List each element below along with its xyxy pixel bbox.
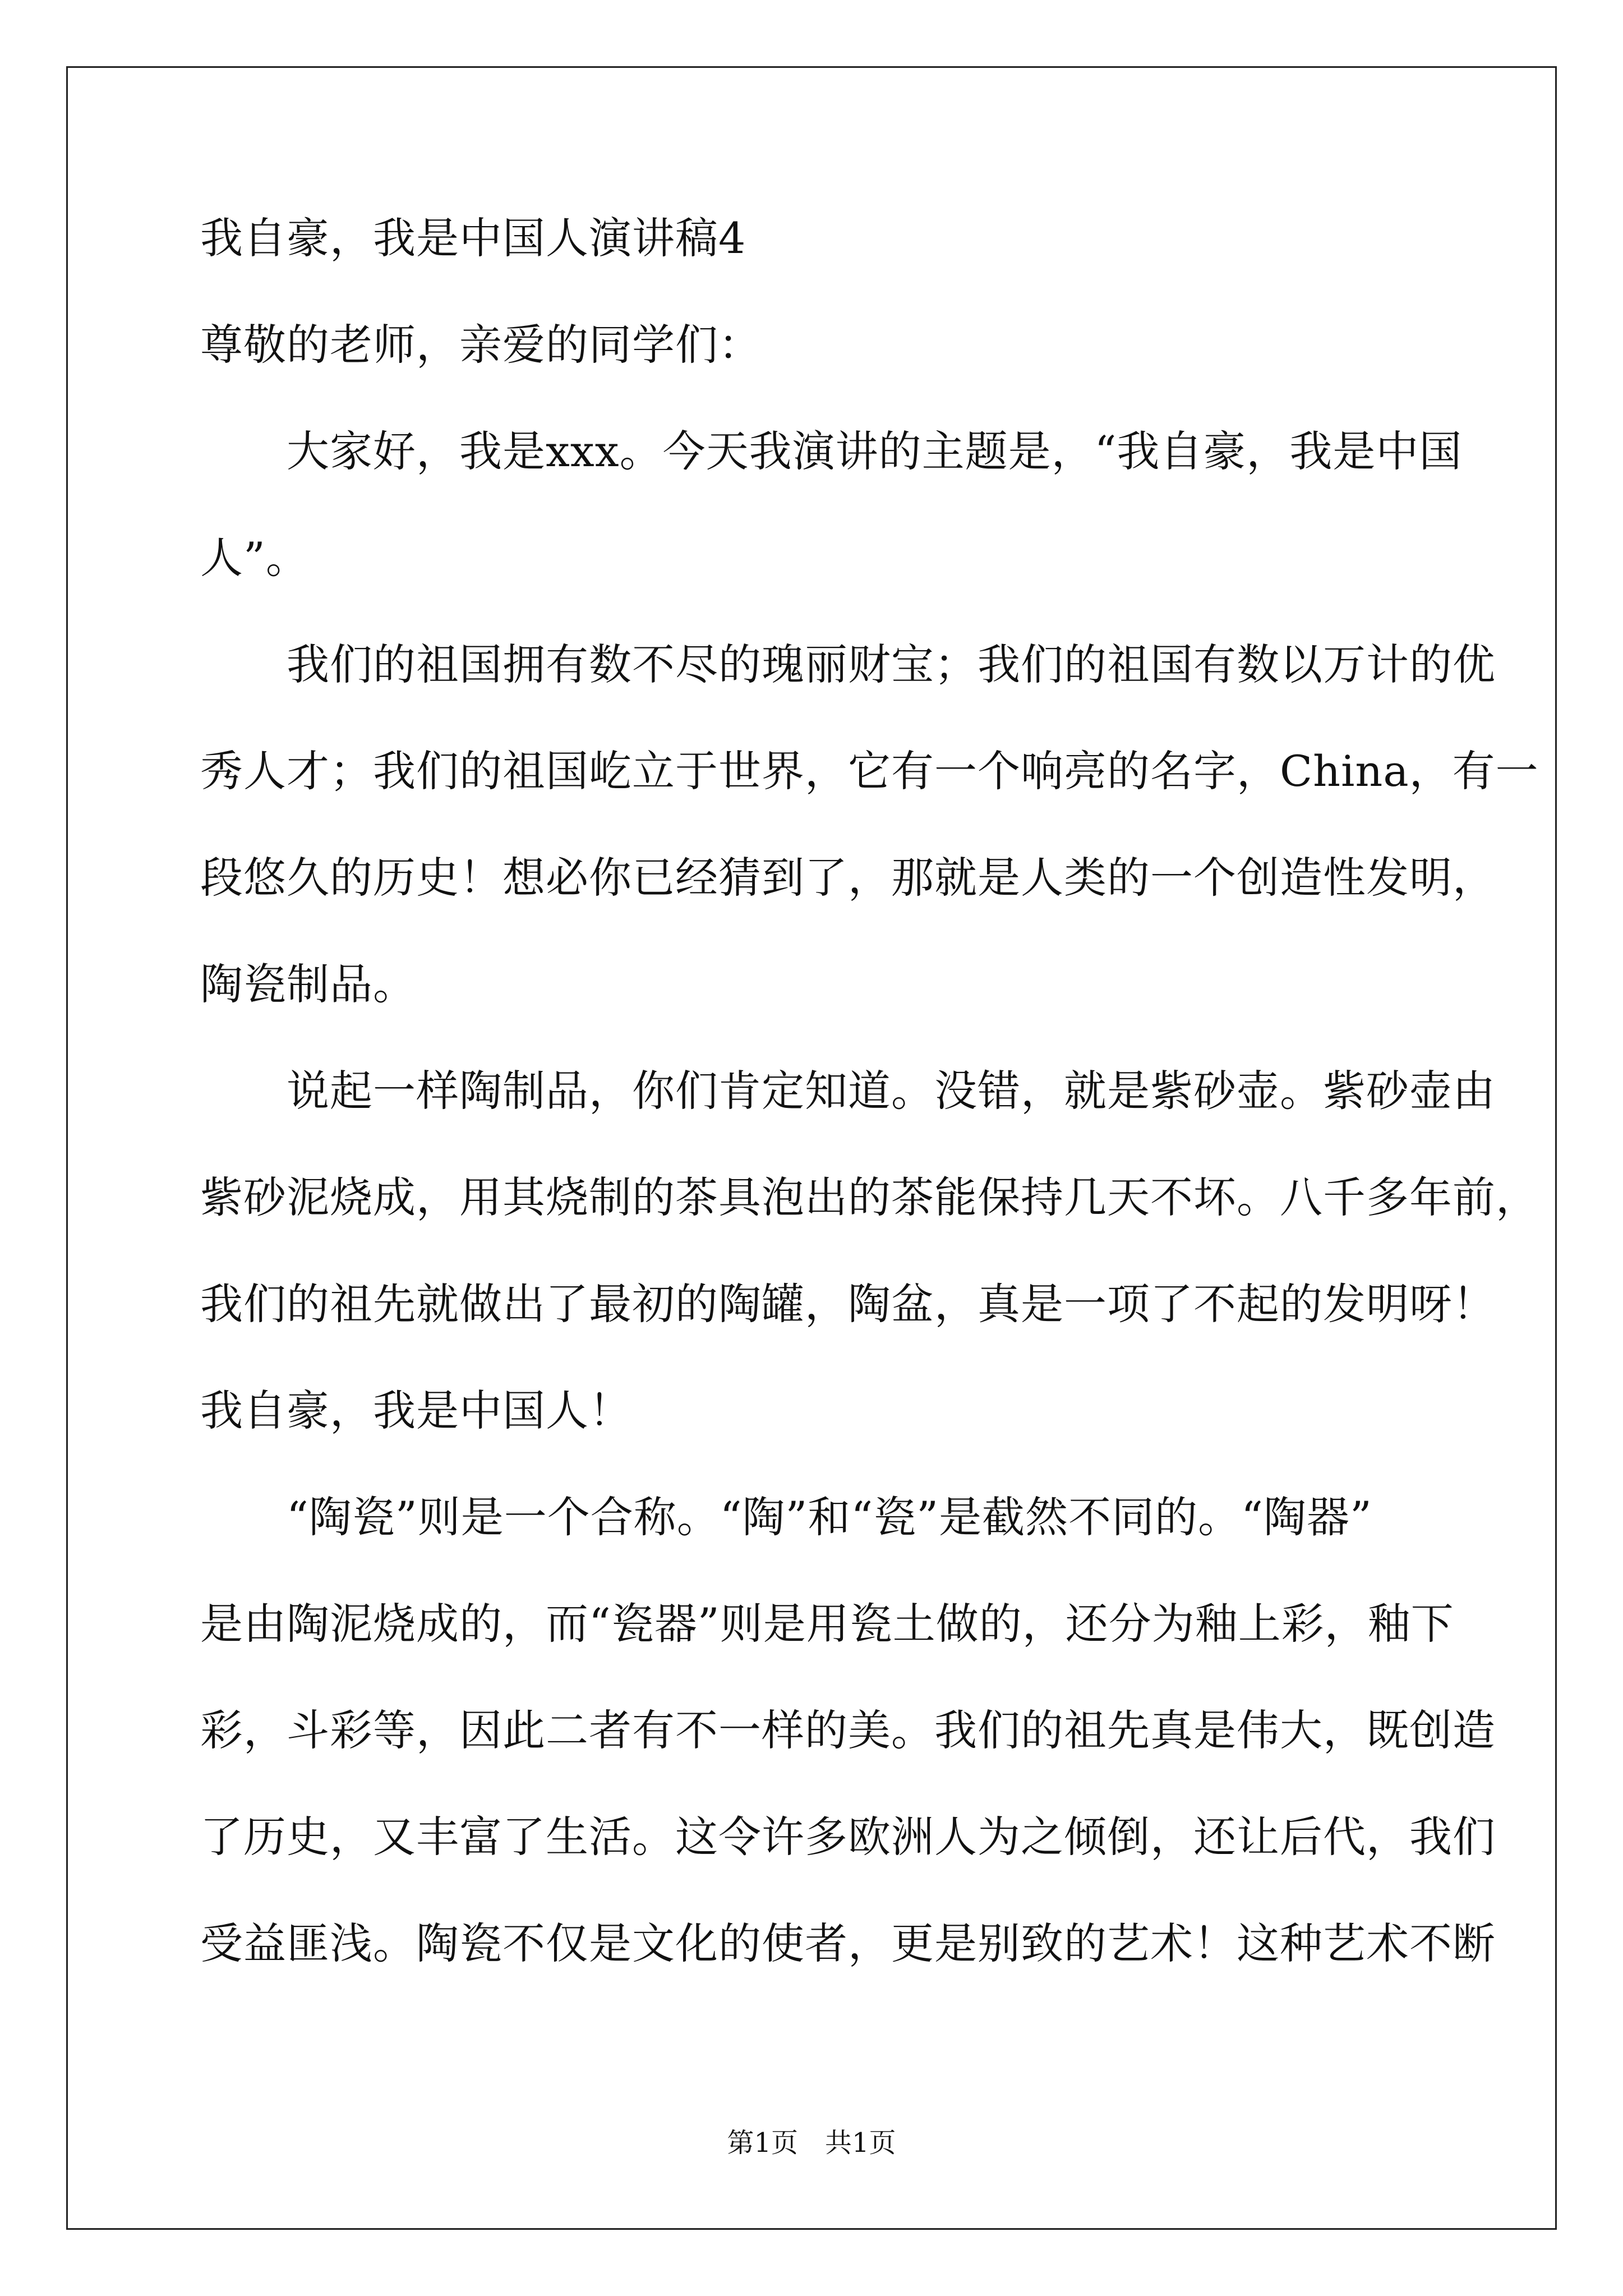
paragraph-line: 我们的祖国拥有数不尽的瑰丽财宝；我们的祖国有数以万计的优 [200,639,1496,689]
paragraph-line: 大家好，我是xxx。今天我演讲的主题是，“我自豪，我是中国 [200,426,1463,476]
paragraph-line: 说起一样陶制品，你们肯定知道。没错，就是紫砂壶。紫砂壶由 [200,1066,1496,1116]
paragraph-line: 人”。 [200,533,309,583]
paragraph-line: 紫砂泥烧成，用其烧制的茶具泡出的茶能保持几天不坏。八千多年前， [200,1172,1539,1222]
paragraph-line: 我自豪，我是中国人！ [200,1386,632,1435]
paragraph-line: 我们的祖先就做出了最初的陶罐，陶盆，真是一项了不起的发明呀！ [200,1279,1496,1329]
greeting-line: 尊敬的老师，亲爱的同学们： [200,320,762,370]
paragraph-line: 陶瓷制品。 [200,959,416,1009]
document-title: 我自豪，我是中国人演讲稿4 [200,213,746,263]
paragraph-line: 彩，斗彩等，因此二者有不一样的美。我们的祖先真是伟大，既创造 [200,1705,1496,1755]
paragraph-line: 秀人才；我们的祖国屹立于世界，它有一个响亮的名字，China，有一 [200,746,1539,796]
page-border [66,66,1557,2230]
paragraph-line: 段悠久的历史！想必你已经猜到了，那就是人类的一个创造性发明， [200,853,1496,903]
paragraph-line: 是由陶泥烧成的，而“瓷器”则是用瓷土做的，还分为釉上彩，釉下 [200,1599,1454,1649]
page-number: 第1页 共1页 [727,2127,896,2159]
paragraph-line: 受益匪浅。陶瓷不仅是文化的使者，更是别致的艺术！这种艺术不断 [200,1918,1496,1968]
paragraph-line: “陶瓷”则是一个合称。“陶”和“瓷”是截然不同的。“陶器” [200,1492,1372,1542]
paragraph-line: 了历史，又丰富了生活。这令许多欧洲人为之倾倒，还让后代，我们 [200,1812,1496,1862]
